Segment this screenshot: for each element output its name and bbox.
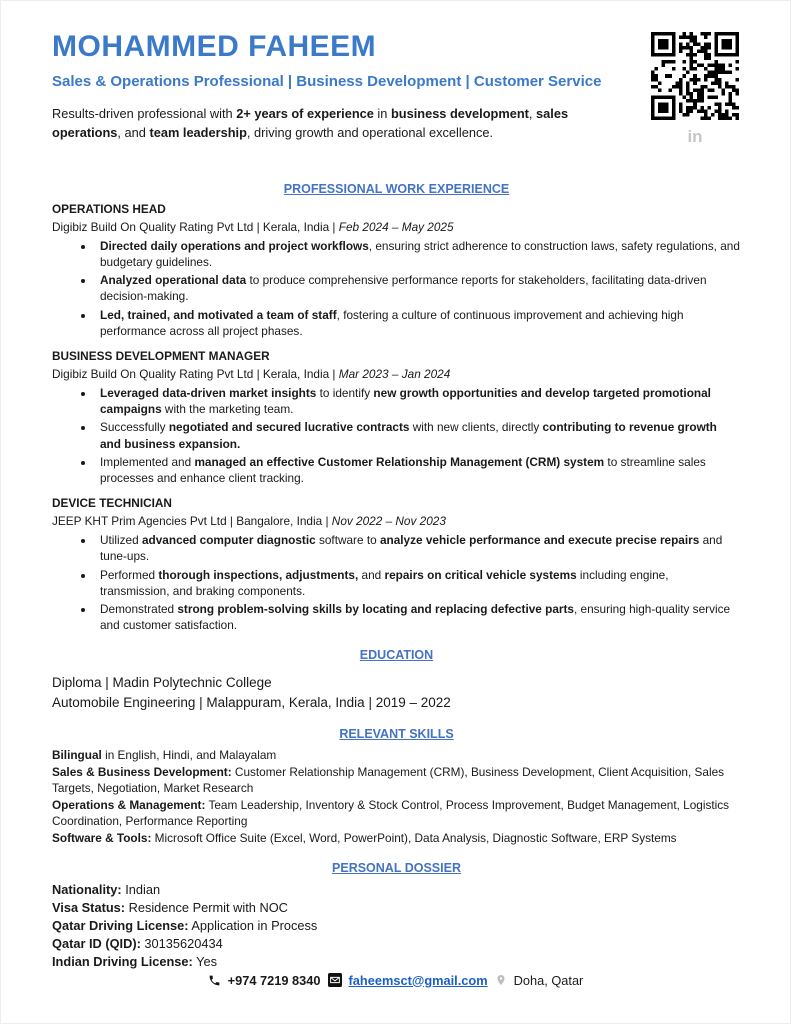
dossier-line: Qatar Driving License: Application in Process	[52, 918, 318, 934]
skill-line: Bilingual in English, Hindi, and Malayalam	[52, 748, 277, 763]
dossier-line: Nationality: Indian	[52, 882, 161, 898]
email-icon	[328, 973, 342, 987]
bullet-item: • Utilized advanced computer diagnostic software to analyze vehicle performance and execute precise repairs and tune-ups.	[95, 532, 741, 564]
company-name: JEEP KHT Prim Agencies Pvt Ltd | Bangalore, India |	[52, 514, 332, 529]
location-pin-icon	[495, 972, 507, 988]
job-dates: Mar 2023 – Jan 2024	[338, 367, 451, 382]
qr-code	[651, 32, 739, 120]
skill-line: Sales & Business Development: Customer Relationship Management (CRM), Business Development, Client Acquisition, Sales Targets, Negotiation, Market Research	[52, 764, 725, 796]
bullet-item: • Led, trained, and motivated a team of staff, fostering a culture of continuous improvement and achieving high performance across all project phases.	[95, 307, 741, 339]
summary-paragraph: Results-driven professional with 2+ years of experience in business development, sales operations, and team leadership, driving growth and operational excellence.	[52, 106, 569, 140]
skills-block	[52, 747, 741, 846]
job-entry	[52, 496, 741, 633]
job-entry	[52, 349, 741, 486]
phone-number: +974 7219 8340	[227, 972, 321, 988]
phone-icon	[208, 974, 221, 987]
section-heading-education: EDUCATION	[359, 648, 434, 663]
page-title: MOHAMMED FAHEEM	[52, 30, 377, 63]
bullet-item: • Performed thorough inspections, adjustments, and repairs on critical vehicle systems including engine, transmission, and braking components.	[95, 567, 741, 599]
company-line	[52, 219, 741, 235]
job-title: OPERATIONS HEAD	[52, 201, 166, 216]
location-text: Doha, Qatar	[513, 972, 584, 988]
bullet-item: • Successfully negotiated and secured lucrative contracts with new clients, directly contributing to revenue growth and business expansion.	[95, 419, 741, 451]
dossier-line: Indian Driving License: Yes	[52, 954, 217, 970]
skill-line: Software & Tools: Microsoft Office Suite (Excel, Word, PowerPoint), Data Analysis, Diagnostic Software, ERP Systems	[52, 830, 677, 845]
linkedin-icon: in	[687, 127, 703, 146]
skill-line: Operations & Management: Team Leadership, Inventory & Stock Control, Process Improvement, Budget Management, Logistics Coordination, Performance Reporting	[52, 797, 730, 829]
job-entry	[52, 202, 741, 339]
job-dates: Feb 2024 – May 2025	[338, 219, 454, 234]
bullet-item: • Leveraged data-driven market insights to identify new growth opportunities and develop targeted promotional campaigns with the marketing team.	[95, 385, 741, 417]
bullet-item: • Demonstrated strong problem-solving skills by locating and replacing defective parts, ensuring high-quality service and customer satisfaction.	[95, 601, 741, 633]
bullet-item: • Implemented and managed an effective Customer Relationship Management (CRM) system to streamline sales processes and enhance client tracking.	[95, 454, 741, 486]
section-heading-dossier: PERSONAL DOSSIER	[332, 861, 461, 876]
education-block	[52, 673, 741, 712]
company-name: Digibiz Build On Quality Rating Pvt Ltd | Kerala, India |	[52, 367, 339, 382]
company-name: Digibiz Build On Quality Rating Pvt Ltd | Kerala, India |	[52, 219, 339, 234]
dossier-block	[52, 881, 741, 971]
education-line: Automobile Engineering | Malappuram, Kerala, India | 2019 – 2022	[52, 694, 451, 710]
email-link[interactable]: faheemsct@gmail.com	[348, 972, 488, 988]
education-line: Diploma | Madin Polytechnic College	[52, 675, 272, 691]
header	[52, 30, 741, 155]
company-line	[52, 513, 741, 529]
section-heading-experience: PROFESSIONAL WORK EXPERIENCE	[283, 181, 510, 196]
company-line	[52, 366, 741, 382]
dossier-line: Visa Status: Residence Permit with NOC	[52, 900, 288, 916]
bullet-item: • Directed daily operations and project workflows, ensuring strict adherence to construction laws, safety regulations, and budgetary guidelines.	[95, 238, 741, 270]
contact-footer	[0, 972, 791, 988]
job-dates: Nov 2022 – Nov 2023	[331, 514, 446, 529]
professional-subtitle: Sales & Operations Professional | Business Development | Customer Service	[52, 73, 602, 90]
bullet-item: • Analyzed operational data to produce comprehensive performance reports for stakeholders, facilitating data-driven decision-making.	[95, 272, 741, 304]
dossier-line: Qatar ID (QID): 30135620434	[52, 936, 223, 952]
section-heading-skills: RELEVANT SKILLS	[339, 727, 454, 742]
job-title: BUSINESS DEVELOPMENT MANAGER	[52, 349, 270, 364]
job-title: DEVICE TECHNICIAN	[52, 496, 172, 511]
